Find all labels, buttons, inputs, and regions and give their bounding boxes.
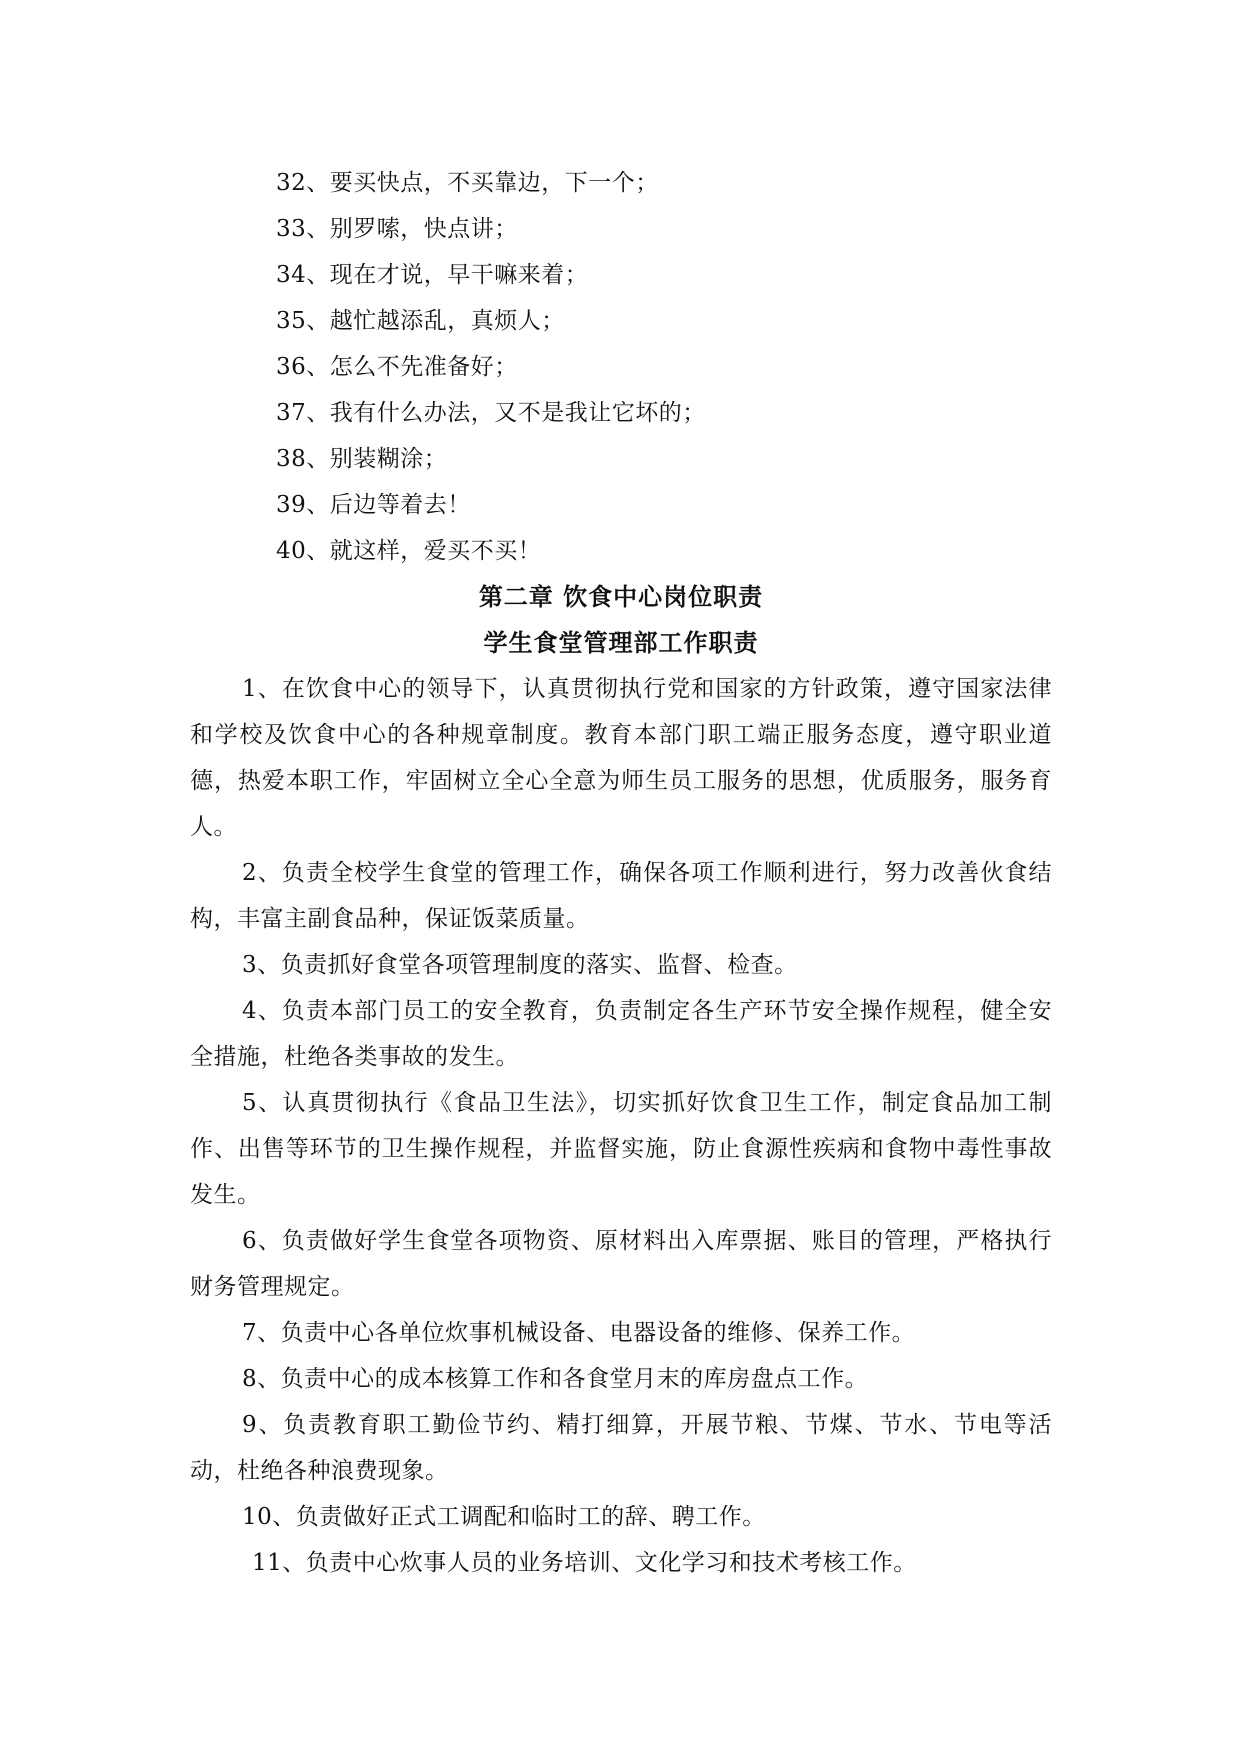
list-item: 33、别罗嗦，快点讲； — [276, 216, 518, 242]
list-item: 34、现在才说，早干嘛来着； — [276, 262, 589, 288]
duty-paragraph: 8、负责中心的成本核算工作和各食堂月末的库房盘点工作。 — [242, 1366, 869, 1392]
duty-paragraph: 7、负责中心各单位炊事机械设备、电器设备的维修、保养工作。 — [242, 1320, 916, 1346]
list-item: 32、要买快点，不买靠边，下一个； — [276, 170, 659, 196]
list-item: 37、我有什么办法，又不是我让它坏的； — [276, 400, 706, 426]
duty-paragraph: 2、负责全校学生食堂的管理工作，确保各项工作顺利进行，努力改善伙食结构，丰富主副食品种，保证饭菜质量。 — [190, 860, 1052, 932]
duty-paragraph: 11、负责中心炊事人员的业务培训、文化学习和技术考核工作。 — [252, 1550, 917, 1576]
duty-paragraph: 5、认真贯彻执行《食品卫生法》，切实抓好饮食卫生工作，制定食品加工制作、出售等环节的卫生操作规程，并监督实施，防止食源性疾病和食物中毒性事故发生。 — [190, 1090, 1052, 1208]
duty-paragraph: 4、负责本部门员工的安全教育，负责制定各生产环节安全操作规程，健全安全措施，杜绝各类事故的发生。 — [190, 998, 1052, 1070]
list-item: 40、就这样，爱买不买！ — [276, 538, 542, 564]
list-item: 36、怎么不先准备好； — [276, 354, 518, 380]
list-item: 39、后边等着去！ — [276, 492, 471, 518]
section-title: 学生食堂管理部工作职责 — [483, 629, 759, 657]
duty-paragraph: 3、负责抓好食堂各项管理制度的落实、监督、检查。 — [242, 952, 798, 978]
list-item: 35、越忙越添乱，真烦人； — [276, 308, 565, 334]
duty-paragraph: 1、在饮食中心的领导下，认真贯彻执行党和国家的方针政策，遵守国家法律和学校及饮食中心的各种规章制度。教育本部门职工端正服务态度，遵守职业道德，热爱本职工作，牢固树立全心全意为师生员工服务的思想，优质服务，服务育人。 — [190, 676, 1052, 840]
list-item: 38、别装糊涂； — [276, 446, 448, 472]
duty-paragraph: 9、负责教育职工勤俭节约、精打细算，开展节粮、节煤、节水、节电等活动，杜绝各种浪费现象。 — [190, 1412, 1052, 1484]
document-body — [190, 160, 1052, 1586]
duty-paragraph: 6、负责做好学生食堂各项物资、原材料出入库票据、账目的管理，严格执行财务管理规定。 — [190, 1228, 1052, 1300]
chapter-title: 第二章 饮食中心岗位职责 — [478, 583, 764, 611]
duty-paragraph: 10、负责做好正式工调配和临时工的辞、聘工作。 — [242, 1504, 766, 1530]
